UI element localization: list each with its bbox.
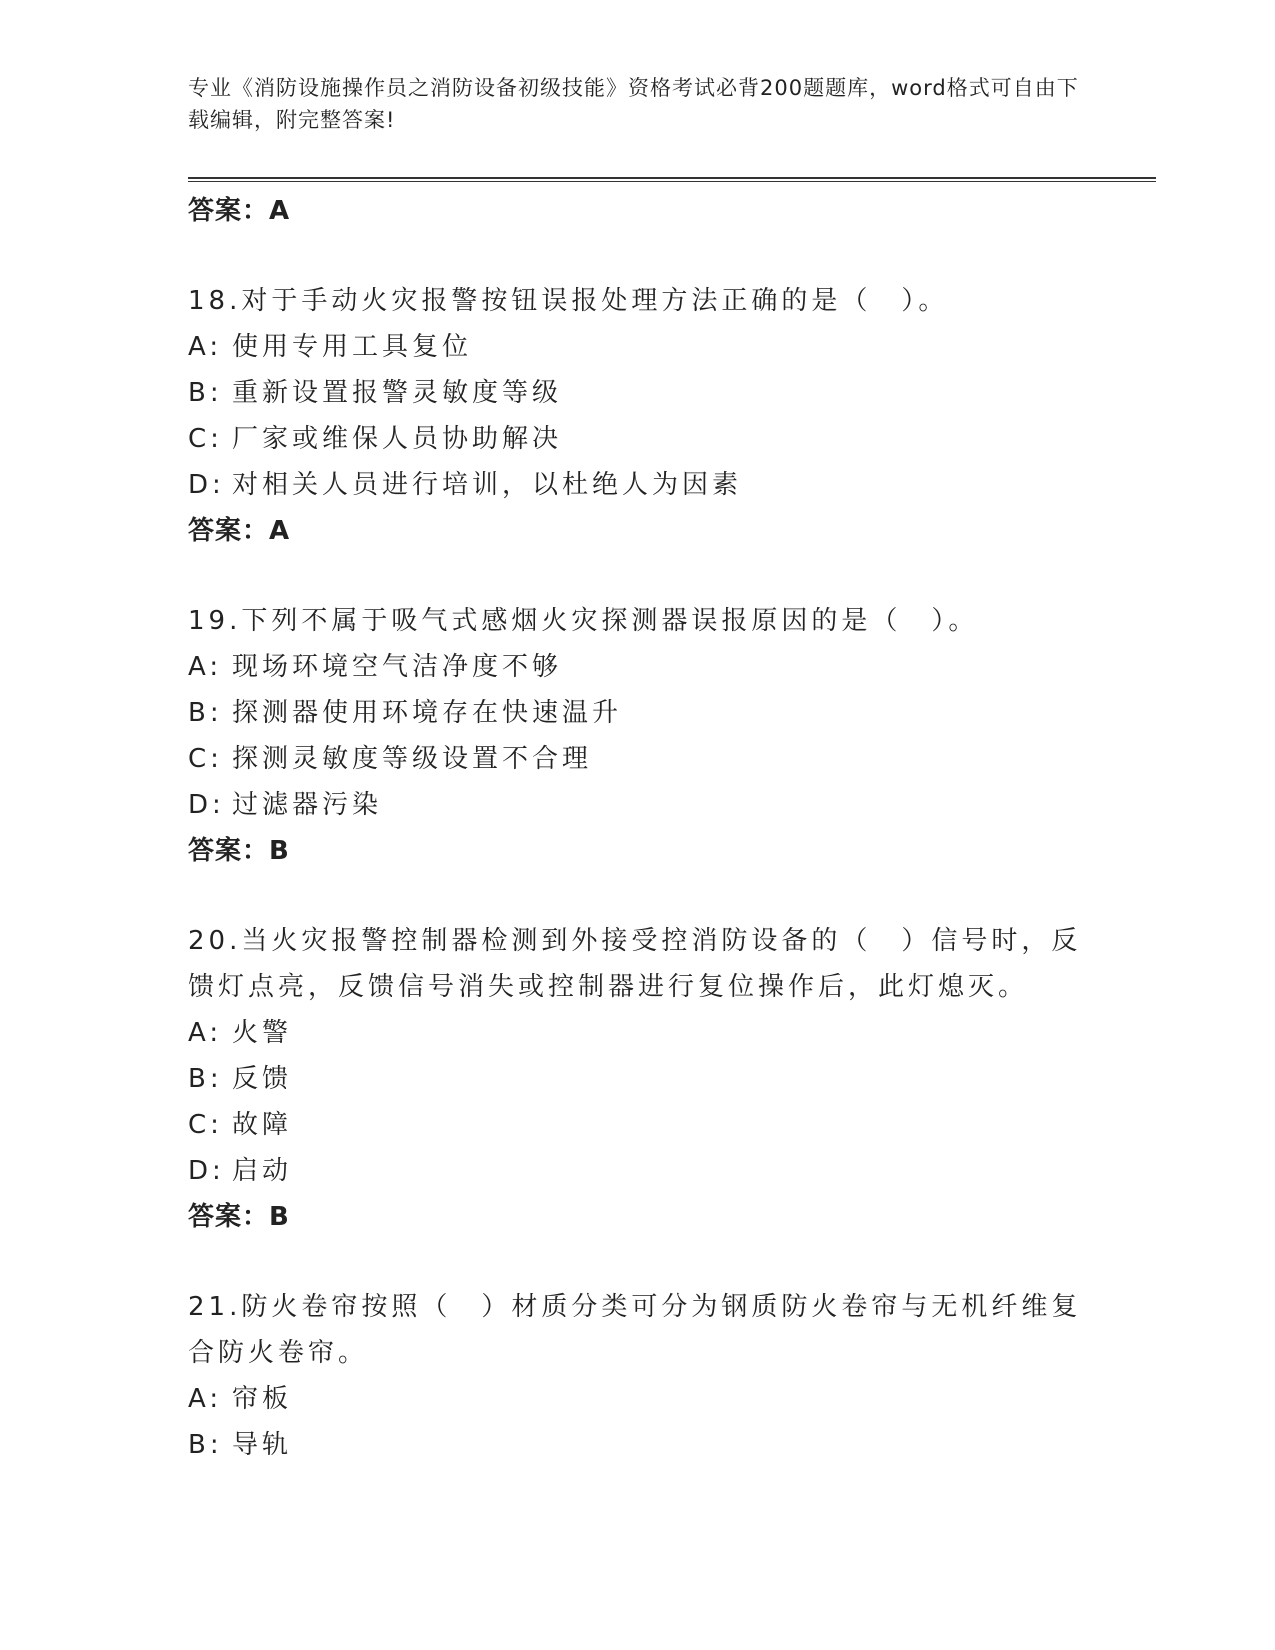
option-text: 故障 [232,1110,293,1140]
question-block [188,1284,1088,1468]
option-d [188,462,1088,508]
option-a [188,1010,1088,1056]
option-text: 探测灵敏度等级设置不合理 [232,744,593,774]
option-label: B: [188,1430,223,1460]
option-text: 使用专用工具复位 [232,332,473,362]
question-list [188,188,1088,1468]
option-text: 火警 [232,1018,293,1048]
question-stem: 21.防火卷帘按照（ ）材质分类可分为钢质防火卷帘与无机纤维复合防火卷帘。 [188,1292,1082,1368]
option-text: 反馈 [232,1064,293,1094]
question-stem: 20.当火灾报警控制器检测到外接受控消防设备的（ ）信号时，反馈灯点亮，反馈信号消失或控制器进行复位操作后，此灯熄灭。 [188,926,1082,1002]
option-c [188,416,1088,462]
option-label: D: [188,790,225,820]
option-b [188,1422,1088,1468]
option-d [188,1148,1088,1194]
option-label: B: [188,1064,223,1094]
answer-line: 答案：B [188,1202,290,1232]
option-a [188,644,1088,690]
question-block [188,278,1088,554]
option-label: A: [188,1018,223,1048]
option-text: 重新设置报警灵敏度等级 [232,378,563,408]
option-text: 启动 [232,1156,293,1186]
option-b [188,1056,1088,1102]
option-label: C: [188,744,223,774]
option-label: B: [188,378,223,408]
answer-line: 答案：A [188,196,291,226]
answer-line: 答案：A [188,516,291,546]
option-label: A: [188,332,223,362]
question-block [188,598,1088,874]
option-label: C: [188,424,223,454]
header-divider [188,177,1156,182]
question-stem: 19.下列不属于吸气式感烟火灾探测器误报原因的是（ ）。 [188,606,979,636]
option-label: D: [188,1156,225,1186]
option-text: 帘板 [232,1384,293,1414]
option-text: 探测器使用环境存在快速温升 [232,698,623,728]
question-stem: 18.对于手动火灾报警按钮误报处理方法正确的是（ ）。 [188,286,949,316]
option-label: A: [188,1384,223,1414]
option-a [188,324,1088,370]
option-c [188,736,1088,782]
option-text: 过滤器污染 [232,790,383,820]
option-label: D: [188,470,225,500]
option-d [188,782,1088,828]
document-header: 专业《消防设施操作员之消防设备初级技能》资格考试必背200题题库，word格式可自由下载编辑，附完整答案! [188,76,1079,132]
option-text: 现场环境空气洁净度不够 [232,652,563,682]
answer-line: 答案：B [188,836,290,866]
option-label: A: [188,652,223,682]
question-block [188,918,1088,1240]
option-c [188,1102,1088,1148]
option-label: B: [188,698,223,728]
option-text: 导轨 [232,1430,293,1460]
option-a [188,1376,1088,1422]
option-b [188,690,1088,736]
option-text: 对相关人员进行培训，以杜绝人为因素 [232,470,743,500]
option-text: 厂家或维保人员协助解决 [232,424,563,454]
option-label: C: [188,1110,223,1140]
option-b [188,370,1088,416]
